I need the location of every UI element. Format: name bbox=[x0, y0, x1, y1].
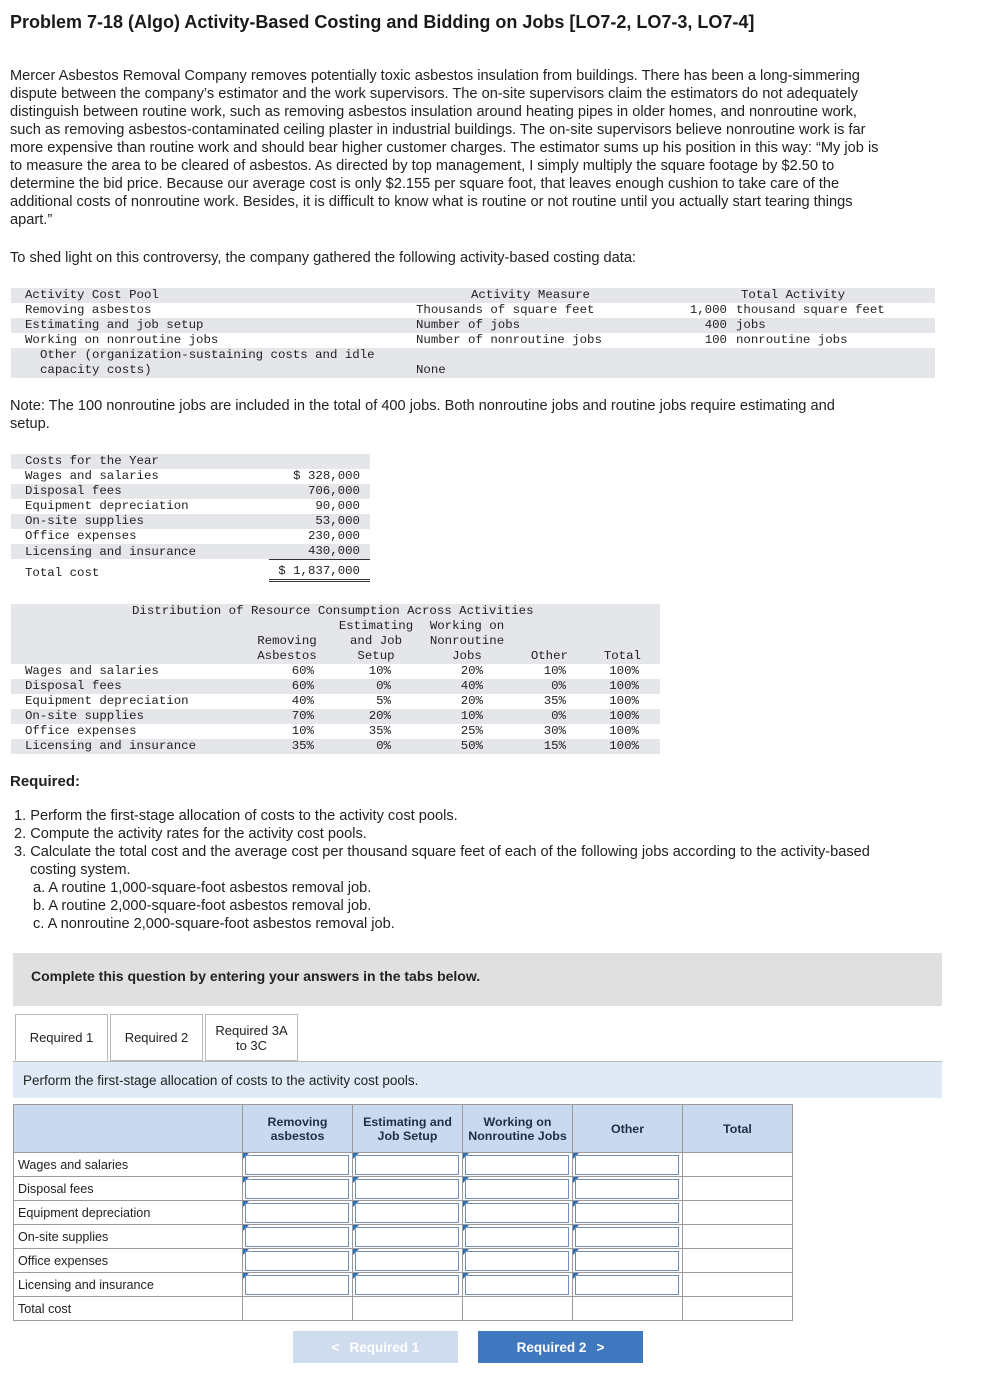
tab-required-2[interactable]: Required 2 bbox=[110, 1014, 203, 1061]
dist-value: 35% bbox=[543, 694, 566, 708]
activity-qty: 1,000 bbox=[689, 303, 727, 317]
dist-value: 0% bbox=[376, 679, 391, 693]
activity-table bbox=[11, 288, 935, 378]
note-text bbox=[10, 397, 960, 433]
working-input[interactable] bbox=[465, 1203, 569, 1223]
dist-value: 25% bbox=[460, 724, 483, 738]
cell bbox=[463, 1249, 573, 1273]
intro-line: to measure the area to be cleared of asbestos. As directed by top management, I simply multiply the square footage by $2.50 to bbox=[10, 158, 835, 174]
header-estimating: Estimating and Job Setup bbox=[353, 1105, 463, 1153]
distribution-table bbox=[11, 604, 660, 754]
total-cost-label: Total cost bbox=[25, 566, 100, 580]
cost-value: 53,000 bbox=[315, 514, 360, 528]
total-cell bbox=[353, 1297, 463, 1321]
dist-value: 20% bbox=[460, 694, 483, 708]
activity-pool: Working on nonroutine jobs bbox=[25, 333, 219, 347]
cell bbox=[463, 1177, 573, 1201]
required-subitem: c. A nonroutine 2,000-square-foot asbestos removal job. bbox=[33, 916, 395, 932]
working-input[interactable] bbox=[465, 1179, 569, 1199]
cell bbox=[353, 1273, 463, 1297]
cell bbox=[463, 1153, 573, 1177]
col-removing: Removing bbox=[257, 634, 317, 648]
distribution-title: Distribution of Resource Consumption Across Activities bbox=[132, 604, 534, 618]
cell bbox=[353, 1249, 463, 1273]
working-input[interactable] bbox=[465, 1275, 569, 1295]
col-estimating: and Job bbox=[349, 634, 403, 648]
removing-input[interactable] bbox=[245, 1275, 349, 1295]
dist-value: 60% bbox=[291, 679, 314, 693]
dist-value: 0% bbox=[551, 709, 566, 723]
activity-pool: Removing asbestos bbox=[25, 303, 152, 317]
removing-input[interactable] bbox=[245, 1179, 349, 1199]
total-cell bbox=[683, 1153, 793, 1177]
problem-title: Problem 7-18 (Algo) Activity-Based Costing and Bidding on Jobs [LO7-2, LO7-3, LO7-4] bbox=[10, 12, 755, 32]
cost-label: Office expenses bbox=[25, 529, 137, 543]
dist-value: 10% bbox=[368, 664, 391, 678]
total-cell bbox=[683, 1177, 793, 1201]
intro-line: more expensive than routine work and should bear higher customer charges. The estimator sums up his position in this way: “My job is bbox=[10, 140, 879, 156]
dist-value: 60% bbox=[291, 664, 314, 678]
working-input[interactable] bbox=[465, 1227, 569, 1247]
cell bbox=[573, 1273, 683, 1297]
intro-line: Mercer Asbestos Removal Company removes potentially toxic asbestos insulation from buildings. There has been a long-simmering bbox=[10, 68, 860, 84]
activity-header-total: Total Activity bbox=[741, 288, 846, 302]
table-row bbox=[14, 1177, 793, 1201]
col-other: Other bbox=[530, 649, 568, 663]
estimating-input[interactable] bbox=[355, 1275, 459, 1295]
activity-unit: jobs bbox=[736, 318, 766, 332]
dist-label: Equipment depreciation bbox=[25, 694, 189, 708]
col-working: Nonroutine bbox=[429, 634, 505, 648]
cost-value: 90,000 bbox=[315, 499, 360, 513]
total-cell bbox=[683, 1297, 793, 1321]
row-label: Licensing and insurance bbox=[14, 1273, 243, 1297]
intro-line: determine the bid price. Because our average cost is only $2.155 per square foot, that leaves enough cushion to take care of the bbox=[10, 176, 840, 192]
removing-input[interactable] bbox=[245, 1203, 349, 1223]
cost-label: On-site supplies bbox=[25, 514, 144, 528]
cost-label: Wages and salaries bbox=[25, 469, 159, 483]
dist-label: On-site supplies bbox=[25, 709, 144, 723]
dist-value: 0% bbox=[551, 679, 566, 693]
dist-label: Licensing and insurance bbox=[25, 739, 197, 753]
cost-label: Disposal fees bbox=[25, 484, 122, 498]
table-row bbox=[14, 1249, 793, 1273]
table-row bbox=[14, 1273, 793, 1297]
col-removing: Asbestos bbox=[257, 649, 317, 663]
instruction-text: Perform the first-stage allocation of costs to the activity cost pools. bbox=[13, 1062, 942, 1098]
row-label: Total cost bbox=[14, 1297, 243, 1321]
row-label: Equipment depreciation bbox=[14, 1201, 243, 1225]
cell bbox=[353, 1153, 463, 1177]
cell bbox=[573, 1153, 683, 1177]
cell bbox=[463, 1201, 573, 1225]
intro-line: distinguish between routine work, such as removing asbestos insulation around heating pipes in older homes, and nonroutine work, bbox=[10, 104, 857, 120]
total-cost-value: $ 1,837,000 bbox=[278, 564, 360, 578]
required-subitem: b. A routine 2,000-square-foot asbestos removal job. bbox=[33, 898, 372, 914]
estimating-input[interactable] bbox=[355, 1179, 459, 1199]
activity-other-label: Other (organization-sustaining costs and idle bbox=[40, 348, 375, 362]
row-label: Disposal fees bbox=[14, 1177, 243, 1201]
other-input[interactable] bbox=[575, 1155, 679, 1175]
cell bbox=[243, 1225, 353, 1249]
activity-measure: Number of jobs bbox=[416, 318, 521, 332]
cell bbox=[353, 1225, 463, 1249]
intro-line: apart.” bbox=[10, 212, 53, 228]
header-blank bbox=[14, 1105, 243, 1153]
table-row bbox=[14, 1297, 793, 1321]
col-estimating: Setup bbox=[357, 649, 395, 663]
dist-value: 0% bbox=[376, 739, 391, 753]
row-label: Office expenses bbox=[14, 1249, 243, 1273]
required-item: 2. Compute the activity rates for the activity cost pools. bbox=[14, 826, 367, 842]
total-cell bbox=[243, 1297, 353, 1321]
required-list bbox=[14, 807, 870, 933]
activity-measure: Number of nonroutine jobs bbox=[416, 333, 602, 347]
dist-value: 20% bbox=[368, 709, 391, 723]
dist-value: 50% bbox=[460, 739, 483, 753]
other-input[interactable] bbox=[575, 1179, 679, 1199]
cost-value: 230,000 bbox=[307, 529, 360, 543]
chevron-left-icon: < bbox=[331, 1339, 340, 1355]
required-item: 3. Calculate the total cost and the average cost per thousand square feet of each of the following jobs according to the activity-based bbox=[14, 844, 870, 860]
cell bbox=[243, 1273, 353, 1297]
dist-value: 100% bbox=[609, 679, 639, 693]
other-input[interactable] bbox=[575, 1203, 679, 1223]
estimating-input[interactable] bbox=[355, 1251, 459, 1271]
col-working: Working on bbox=[429, 619, 505, 633]
activity-other-label: capacity costs) bbox=[40, 363, 152, 377]
total-rule bbox=[269, 579, 370, 580]
dist-value: 10% bbox=[460, 709, 483, 723]
cost-value: $ 328,000 bbox=[293, 469, 360, 483]
header-working: Working on Nonroutine Jobs bbox=[463, 1105, 573, 1153]
dist-value: 20% bbox=[460, 664, 483, 678]
prev-button-label: Required 1 bbox=[349, 1339, 420, 1355]
col-estimating: Estimating bbox=[338, 619, 414, 633]
costs-table bbox=[11, 454, 370, 582]
cell bbox=[243, 1249, 353, 1273]
activity-unit: thousand square feet bbox=[736, 303, 885, 317]
activity-measure: Thousands of square feet bbox=[416, 303, 595, 317]
cell bbox=[573, 1225, 683, 1249]
cost-label: Licensing and insurance bbox=[25, 545, 197, 559]
cell bbox=[243, 1177, 353, 1201]
dist-label: Disposal fees bbox=[25, 679, 122, 693]
required-item: costing system. bbox=[30, 862, 131, 878]
dist-value: 40% bbox=[291, 694, 314, 708]
dist-value: 10% bbox=[291, 724, 314, 738]
removing-input[interactable] bbox=[245, 1227, 349, 1247]
note-line: setup. bbox=[10, 416, 50, 432]
activity-header-pool: Activity Cost Pool bbox=[25, 288, 159, 302]
activity-qty: 100 bbox=[704, 333, 727, 347]
removing-input[interactable] bbox=[245, 1251, 349, 1271]
dist-value: 100% bbox=[609, 709, 639, 723]
intro-line: dispute between the company’s estimator and the work supervisors. The on-site supervisors claim the estimators do not adequately bbox=[10, 86, 858, 102]
dist-value: 100% bbox=[609, 724, 639, 738]
cell bbox=[353, 1201, 463, 1225]
other-input[interactable] bbox=[575, 1251, 679, 1271]
table-row bbox=[14, 1153, 793, 1177]
removing-input[interactable] bbox=[245, 1155, 349, 1175]
dist-value: 5% bbox=[376, 694, 391, 708]
shed-light-text: To shed light on this controversy, the company gathered the following activity-based costing data: bbox=[10, 250, 636, 266]
total-cell bbox=[683, 1249, 793, 1273]
col-total: Total bbox=[603, 649, 641, 663]
working-input[interactable] bbox=[465, 1251, 569, 1271]
required-heading: Required: bbox=[10, 773, 81, 790]
estimating-input[interactable] bbox=[355, 1203, 459, 1223]
cell bbox=[353, 1177, 463, 1201]
table-row bbox=[14, 1201, 793, 1225]
cell bbox=[573, 1201, 683, 1225]
tab-required-1[interactable]: Required 1 bbox=[15, 1014, 108, 1061]
cell bbox=[573, 1177, 683, 1201]
cost-label: Equipment depreciation bbox=[25, 499, 189, 513]
total-cell bbox=[683, 1273, 793, 1297]
allocation-table bbox=[13, 1104, 793, 1321]
total-cell bbox=[573, 1297, 683, 1321]
total-rule bbox=[269, 581, 370, 582]
header-other: Other bbox=[573, 1105, 683, 1153]
other-input[interactable] bbox=[575, 1227, 679, 1247]
total-cell bbox=[683, 1225, 793, 1249]
activity-qty: 400 bbox=[704, 318, 727, 332]
tab-required-3a-3c[interactable]: Required 3A to 3C bbox=[205, 1014, 298, 1061]
intro-line: such as removing asbestos-contaminated ceiling plaster in industrial buildings. The on-site supervisors believe nonroutine work is far bbox=[10, 122, 866, 138]
other-input[interactable] bbox=[575, 1275, 679, 1295]
working-input[interactable] bbox=[465, 1155, 569, 1175]
dist-value: 15% bbox=[543, 739, 566, 753]
activity-header-measure: Activity Measure bbox=[471, 288, 590, 302]
total-cell bbox=[683, 1201, 793, 1225]
col-working: Jobs bbox=[452, 649, 482, 663]
intro-paragraph bbox=[10, 67, 960, 229]
cell bbox=[243, 1201, 353, 1225]
cost-value: 706,000 bbox=[307, 484, 360, 498]
row-label: On-site supplies bbox=[14, 1225, 243, 1249]
dist-value: 10% bbox=[543, 664, 566, 678]
next-button[interactable] bbox=[478, 1331, 643, 1363]
dist-value: 100% bbox=[609, 694, 639, 708]
required-subitem: a. A routine 1,000-square-foot asbestos removal job. bbox=[33, 880, 372, 896]
dist-value: 100% bbox=[609, 664, 639, 678]
estimating-input[interactable] bbox=[355, 1155, 459, 1175]
next-button-label: Required 2 bbox=[516, 1339, 587, 1355]
costs-header: Costs for the Year bbox=[25, 454, 159, 468]
cell bbox=[463, 1225, 573, 1249]
required-item: 1. Perform the first-stage allocation of costs to the activity cost pools. bbox=[14, 808, 458, 824]
cell bbox=[463, 1273, 573, 1297]
cell bbox=[573, 1249, 683, 1273]
activity-other-measure: None bbox=[416, 363, 446, 377]
dist-value: 100% bbox=[609, 739, 639, 753]
chevron-right-icon: > bbox=[596, 1339, 605, 1355]
prev-button[interactable] bbox=[293, 1331, 458, 1363]
dist-value: 40% bbox=[460, 679, 483, 693]
activity-pool: Estimating and job setup bbox=[25, 318, 204, 332]
estimating-input[interactable] bbox=[355, 1227, 459, 1247]
header-total: Total bbox=[683, 1105, 793, 1153]
subtotal-rule bbox=[269, 559, 370, 560]
dist-value: 70% bbox=[291, 709, 314, 723]
activity-unit: nonroutine jobs bbox=[736, 333, 848, 347]
note-line: Note: The 100 nonroutine jobs are included in the total of 400 jobs. Both nonroutine jobs and routine jobs require estimating and bbox=[10, 398, 835, 414]
dist-value: 35% bbox=[291, 739, 314, 753]
header-removing: Removing asbestos bbox=[243, 1105, 353, 1153]
dist-label: Office expenses bbox=[25, 724, 137, 738]
cell bbox=[243, 1153, 353, 1177]
dist-label: Wages and salaries bbox=[25, 664, 159, 678]
total-cell bbox=[463, 1297, 573, 1321]
dist-value: 35% bbox=[368, 724, 391, 738]
intro-line: additional costs of nonroutine work. Besides, it is difficult to know what is routine or not routine until you actually start tearing things bbox=[10, 194, 853, 210]
dist-value: 30% bbox=[543, 724, 566, 738]
table-row bbox=[14, 1225, 793, 1249]
answer-banner: Complete this question by entering your answers in the tabs below. bbox=[13, 953, 942, 1006]
row-label: Wages and salaries bbox=[14, 1153, 243, 1177]
cost-value: 430,000 bbox=[307, 544, 360, 558]
